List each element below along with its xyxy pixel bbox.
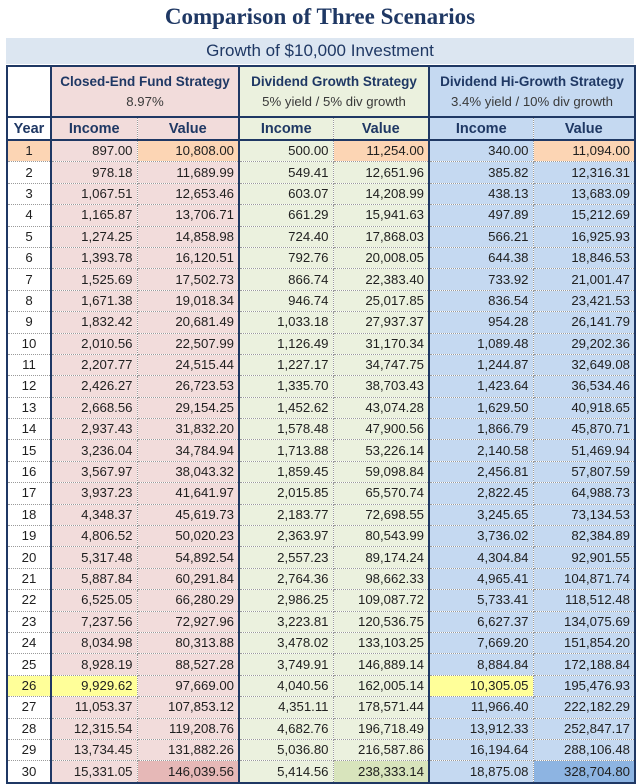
dhg-income-cell: 6,627.37 bbox=[429, 611, 533, 632]
cef-income-cell: 1,393.78 bbox=[51, 247, 137, 268]
dg-value-cell: 98,662.33 bbox=[333, 568, 429, 589]
year-cell: 18 bbox=[7, 504, 51, 525]
cef-income-cell: 2,207.77 bbox=[51, 354, 137, 375]
cef-value-cell: 88,527.28 bbox=[137, 654, 239, 675]
year-cell: 9 bbox=[7, 312, 51, 333]
dhg-value-cell: 134,075.69 bbox=[533, 611, 635, 632]
dhg-value-cell: 104,871.74 bbox=[533, 568, 635, 589]
dg-value-cell: 47,900.56 bbox=[333, 419, 429, 440]
dg-value-cell: 196,718.49 bbox=[333, 718, 429, 739]
strategy-detail: 8.97% bbox=[126, 93, 164, 109]
dg-value-cell: 109,087.72 bbox=[333, 590, 429, 611]
cef-income-cell: 15,331.05 bbox=[51, 761, 137, 783]
dg-income-cell: 4,351.11 bbox=[239, 697, 333, 718]
strategy-header-dividend-growth bbox=[239, 66, 429, 117]
dhg-income-cell: 954.28 bbox=[429, 312, 533, 333]
column-header-value: Value bbox=[137, 117, 239, 140]
dg-value-cell: 80,543.99 bbox=[333, 526, 429, 547]
table-row bbox=[7, 440, 635, 461]
page-title: Comparison of Three Scenarios bbox=[164, 4, 476, 29]
table-row bbox=[7, 632, 635, 653]
dhg-value-cell: 11,094.00 bbox=[533, 140, 635, 162]
dhg-income-cell: 1,423.64 bbox=[429, 376, 533, 397]
dhg-income-cell: 644.38 bbox=[429, 247, 533, 268]
dhg-value-cell: 151,854.20 bbox=[533, 632, 635, 653]
dg-income-cell: 1,033.18 bbox=[239, 312, 333, 333]
dg-value-cell: 38,703.43 bbox=[333, 376, 429, 397]
table-row bbox=[7, 739, 635, 760]
strategy-name: Closed-End Fund Strategy bbox=[60, 73, 230, 89]
table-row bbox=[7, 504, 635, 525]
strategy-name: Dividend Growth Strategy bbox=[251, 73, 417, 89]
dhg-income-cell: 2,456.81 bbox=[429, 461, 533, 482]
dg-value-cell: 146,889.14 bbox=[333, 654, 429, 675]
table-row bbox=[7, 654, 635, 675]
dg-value-cell: 59,098.84 bbox=[333, 461, 429, 482]
strategy-header-dividend-hi-growth bbox=[429, 66, 635, 117]
dg-value-cell: 43,074.28 bbox=[333, 397, 429, 418]
cef-value-cell: 20,681.49 bbox=[137, 312, 239, 333]
year-cell: 24 bbox=[7, 632, 51, 653]
table-subtitle: Growth of $10,000 Investment bbox=[6, 38, 634, 64]
dhg-value-cell: 15,212.69 bbox=[533, 205, 635, 226]
year-cell: 6 bbox=[7, 247, 51, 268]
cef-income-cell: 11,053.37 bbox=[51, 697, 137, 718]
year-cell: 30 bbox=[7, 761, 51, 783]
dhg-income-cell: 1,866.79 bbox=[429, 419, 533, 440]
table-row bbox=[7, 376, 635, 397]
table-body bbox=[7, 140, 635, 783]
dhg-income-cell: 1,089.48 bbox=[429, 333, 533, 354]
cef-income-cell: 12,315.54 bbox=[51, 718, 137, 739]
cef-value-cell: 131,882.26 bbox=[137, 739, 239, 760]
cef-income-cell: 1,067.51 bbox=[51, 183, 137, 204]
dhg-income-cell: 497.89 bbox=[429, 205, 533, 226]
year-cell: 29 bbox=[7, 739, 51, 760]
dhg-income-cell: 7,669.20 bbox=[429, 632, 533, 653]
year-cell: 8 bbox=[7, 290, 51, 311]
cef-income-cell: 4,806.52 bbox=[51, 526, 137, 547]
dg-value-cell: 12,651.96 bbox=[333, 162, 429, 183]
dg-value-cell: 17,868.03 bbox=[333, 226, 429, 247]
year-cell: 16 bbox=[7, 461, 51, 482]
cef-value-cell: 107,853.12 bbox=[137, 697, 239, 718]
table-row bbox=[7, 461, 635, 482]
table-row bbox=[7, 483, 635, 504]
dg-value-cell: 72,698.55 bbox=[333, 504, 429, 525]
cef-value-cell: 50,020.23 bbox=[137, 526, 239, 547]
year-cell: 10 bbox=[7, 333, 51, 354]
cef-value-cell: 11,689.99 bbox=[137, 162, 239, 183]
dhg-value-cell: 23,421.53 bbox=[533, 290, 635, 311]
year-cell: 21 bbox=[7, 568, 51, 589]
cef-value-cell: 97,669.00 bbox=[137, 675, 239, 696]
dg-value-cell: 238,333.14 bbox=[333, 761, 429, 783]
dhg-income-cell: 5,733.41 bbox=[429, 590, 533, 611]
dhg-value-cell: 328,704.80 bbox=[533, 761, 635, 783]
table-row bbox=[7, 205, 635, 226]
cef-value-cell: 119,208.76 bbox=[137, 718, 239, 739]
cef-value-cell: 13,706.71 bbox=[137, 205, 239, 226]
dhg-value-cell: 18,846.53 bbox=[533, 247, 635, 268]
year-cell: 15 bbox=[7, 440, 51, 461]
dhg-value-cell: 195,476.93 bbox=[533, 675, 635, 696]
dhg-income-cell: 4,965.41 bbox=[429, 568, 533, 589]
dg-income-cell: 3,478.02 bbox=[239, 632, 333, 653]
dhg-value-cell: 45,870.71 bbox=[533, 419, 635, 440]
dg-value-cell: 162,005.14 bbox=[333, 675, 429, 696]
cef-value-cell: 29,154.25 bbox=[137, 397, 239, 418]
cef-income-cell: 978.18 bbox=[51, 162, 137, 183]
year-cell: 28 bbox=[7, 718, 51, 739]
dhg-income-cell: 4,304.84 bbox=[429, 547, 533, 568]
cef-value-cell: 41,641.97 bbox=[137, 483, 239, 504]
dhg-value-cell: 73,134.53 bbox=[533, 504, 635, 525]
dhg-value-cell: 32,649.08 bbox=[533, 354, 635, 375]
cef-income-cell: 2,010.56 bbox=[51, 333, 137, 354]
dg-income-cell: 603.07 bbox=[239, 183, 333, 204]
dg-income-cell: 2,764.36 bbox=[239, 568, 333, 589]
dhg-income-cell: 1,244.87 bbox=[429, 354, 533, 375]
table-row bbox=[7, 697, 635, 718]
year-cell: 3 bbox=[7, 183, 51, 204]
year-cell: 5 bbox=[7, 226, 51, 247]
year-cell: 19 bbox=[7, 526, 51, 547]
dg-income-cell: 1,227.17 bbox=[239, 354, 333, 375]
dg-value-cell: 22,383.40 bbox=[333, 269, 429, 290]
strategy-header-closed-end bbox=[51, 66, 239, 117]
cef-value-cell: 72,927.96 bbox=[137, 611, 239, 632]
dg-income-cell: 2,986.25 bbox=[239, 590, 333, 611]
dg-income-cell: 1,335.70 bbox=[239, 376, 333, 397]
cef-value-cell: 10,808.00 bbox=[137, 140, 239, 162]
dg-value-cell: 133,103.25 bbox=[333, 632, 429, 653]
table-row bbox=[7, 333, 635, 354]
dhg-value-cell: 16,925.93 bbox=[533, 226, 635, 247]
strategy-name: Dividend Hi-Growth Strategy bbox=[440, 73, 624, 89]
cef-income-cell: 9,929.62 bbox=[51, 675, 137, 696]
dg-income-cell: 5,414.56 bbox=[239, 761, 333, 783]
year-cell: 13 bbox=[7, 397, 51, 418]
cef-value-cell: 12,653.46 bbox=[137, 183, 239, 204]
table-row bbox=[7, 397, 635, 418]
dhg-income-cell: 1,629.50 bbox=[429, 397, 533, 418]
dhg-income-cell: 340.00 bbox=[429, 140, 533, 162]
cef-value-cell: 146,039.56 bbox=[137, 761, 239, 783]
dg-income-cell: 1,713.88 bbox=[239, 440, 333, 461]
cef-income-cell: 8,034.98 bbox=[51, 632, 137, 653]
cef-value-cell: 14,858.98 bbox=[137, 226, 239, 247]
year-cell: 2 bbox=[7, 162, 51, 183]
cef-income-cell: 13,734.45 bbox=[51, 739, 137, 760]
dhg-income-cell: 3,736.02 bbox=[429, 526, 533, 547]
cef-income-cell: 1,525.69 bbox=[51, 269, 137, 290]
table-row bbox=[7, 419, 635, 440]
year-cell: 11 bbox=[7, 354, 51, 375]
cef-value-cell: 80,313.88 bbox=[137, 632, 239, 653]
dg-value-cell: 27,937.37 bbox=[333, 312, 429, 333]
cef-income-cell: 1,832.42 bbox=[51, 312, 137, 333]
cef-income-cell: 5,317.48 bbox=[51, 547, 137, 568]
dg-income-cell: 2,363.97 bbox=[239, 526, 333, 547]
cef-value-cell: 38,043.32 bbox=[137, 461, 239, 482]
dhg-value-cell: 57,807.59 bbox=[533, 461, 635, 482]
table-row bbox=[7, 568, 635, 589]
year-cell: 4 bbox=[7, 205, 51, 226]
cef-income-cell: 2,426.27 bbox=[51, 376, 137, 397]
table-row bbox=[7, 269, 635, 290]
dhg-value-cell: 40,918.65 bbox=[533, 397, 635, 418]
table-row bbox=[7, 718, 635, 739]
dg-value-cell: 14,208.99 bbox=[333, 183, 429, 204]
dg-value-cell: 89,174.24 bbox=[333, 547, 429, 568]
dg-income-cell: 549.41 bbox=[239, 162, 333, 183]
dhg-value-cell: 51,469.94 bbox=[533, 440, 635, 461]
cef-value-cell: 66,280.29 bbox=[137, 590, 239, 611]
column-header-income: Income bbox=[51, 117, 137, 140]
dhg-value-cell: 26,141.79 bbox=[533, 312, 635, 333]
dg-income-cell: 3,749.91 bbox=[239, 654, 333, 675]
dg-income-cell: 724.40 bbox=[239, 226, 333, 247]
dhg-income-cell: 566.21 bbox=[429, 226, 533, 247]
dg-value-cell: 120,536.75 bbox=[333, 611, 429, 632]
dg-income-cell: 946.74 bbox=[239, 290, 333, 311]
cef-value-cell: 19,018.34 bbox=[137, 290, 239, 311]
column-header-value: Value bbox=[533, 117, 635, 140]
table-row bbox=[7, 290, 635, 311]
dhg-income-cell: 2,140.58 bbox=[429, 440, 533, 461]
table-row bbox=[7, 547, 635, 568]
dg-income-cell: 866.74 bbox=[239, 269, 333, 290]
dhg-value-cell: 13,683.09 bbox=[533, 183, 635, 204]
cef-value-cell: 54,892.54 bbox=[137, 547, 239, 568]
dhg-income-cell: 3,245.65 bbox=[429, 504, 533, 525]
year-cell: 14 bbox=[7, 419, 51, 440]
cef-value-cell: 17,502.73 bbox=[137, 269, 239, 290]
dg-income-cell: 4,040.56 bbox=[239, 675, 333, 696]
dg-income-cell: 1,578.48 bbox=[239, 419, 333, 440]
dg-income-cell: 1,452.62 bbox=[239, 397, 333, 418]
dhg-value-cell: 12,316.31 bbox=[533, 162, 635, 183]
dg-income-cell: 1,126.49 bbox=[239, 333, 333, 354]
dhg-income-cell: 2,822.45 bbox=[429, 483, 533, 504]
dhg-income-cell: 11,966.40 bbox=[429, 697, 533, 718]
year-cell: 17 bbox=[7, 483, 51, 504]
cef-value-cell: 26,723.53 bbox=[137, 376, 239, 397]
dhg-value-cell: 82,384.89 bbox=[533, 526, 635, 547]
table-row bbox=[7, 162, 635, 183]
year-header-spacer bbox=[7, 66, 51, 117]
cef-income-cell: 3,937.23 bbox=[51, 483, 137, 504]
dg-value-cell: 34,747.75 bbox=[333, 354, 429, 375]
dhg-value-cell: 172,188.84 bbox=[533, 654, 635, 675]
dg-value-cell: 65,570.74 bbox=[333, 483, 429, 504]
dg-value-cell: 53,226.14 bbox=[333, 440, 429, 461]
table-row bbox=[7, 526, 635, 547]
dg-income-cell: 3,223.81 bbox=[239, 611, 333, 632]
cef-income-cell: 3,236.04 bbox=[51, 440, 137, 461]
comparison-table bbox=[6, 65, 636, 784]
cef-income-cell: 2,937.43 bbox=[51, 419, 137, 440]
table-row bbox=[7, 226, 635, 247]
year-cell: 23 bbox=[7, 611, 51, 632]
dg-value-cell: 11,254.00 bbox=[333, 140, 429, 162]
cef-value-cell: 22,507.99 bbox=[137, 333, 239, 354]
dhg-income-cell: 10,305.05 bbox=[429, 675, 533, 696]
year-cell: 12 bbox=[7, 376, 51, 397]
cef-income-cell: 3,567.97 bbox=[51, 461, 137, 482]
dhg-income-cell: 18,875.08 bbox=[429, 761, 533, 783]
dg-income-cell: 4,682.76 bbox=[239, 718, 333, 739]
column-header-income: Income bbox=[429, 117, 533, 140]
dhg-income-cell: 8,884.84 bbox=[429, 654, 533, 675]
dhg-value-cell: 21,001.47 bbox=[533, 269, 635, 290]
cef-value-cell: 16,120.51 bbox=[137, 247, 239, 268]
dhg-value-cell: 222,182.29 bbox=[533, 697, 635, 718]
cef-value-cell: 24,515.44 bbox=[137, 354, 239, 375]
table-row bbox=[7, 761, 635, 783]
table-row bbox=[7, 354, 635, 375]
table-row bbox=[7, 611, 635, 632]
table-row bbox=[7, 675, 635, 696]
dg-value-cell: 31,170.34 bbox=[333, 333, 429, 354]
year-cell: 22 bbox=[7, 590, 51, 611]
dhg-value-cell: 288,106.48 bbox=[533, 739, 635, 760]
table-row bbox=[7, 183, 635, 204]
cef-income-cell: 897.00 bbox=[51, 140, 137, 162]
dg-income-cell: 5,036.80 bbox=[239, 739, 333, 760]
dhg-income-cell: 733.92 bbox=[429, 269, 533, 290]
cef-income-cell: 4,348.37 bbox=[51, 504, 137, 525]
cef-income-cell: 7,237.56 bbox=[51, 611, 137, 632]
dhg-value-cell: 36,534.46 bbox=[533, 376, 635, 397]
cef-income-cell: 8,928.19 bbox=[51, 654, 137, 675]
dg-income-cell: 2,015.85 bbox=[239, 483, 333, 504]
dhg-income-cell: 385.82 bbox=[429, 162, 533, 183]
table-row bbox=[7, 247, 635, 268]
cef-income-cell: 5,887.84 bbox=[51, 568, 137, 589]
column-header-value: Value bbox=[333, 117, 429, 140]
dg-value-cell: 20,008.05 bbox=[333, 247, 429, 268]
dhg-income-cell: 836.54 bbox=[429, 290, 533, 311]
cef-income-cell: 2,668.56 bbox=[51, 397, 137, 418]
strategy-detail: 5% yield / 5% div growth bbox=[262, 93, 406, 109]
dg-income-cell: 2,183.77 bbox=[239, 504, 333, 525]
cef-value-cell: 31,832.20 bbox=[137, 419, 239, 440]
dhg-value-cell: 118,512.48 bbox=[533, 590, 635, 611]
table-row bbox=[7, 590, 635, 611]
cef-value-cell: 45,619.73 bbox=[137, 504, 239, 525]
year-cell: 20 bbox=[7, 547, 51, 568]
dhg-value-cell: 29,202.36 bbox=[533, 333, 635, 354]
year-cell: 7 bbox=[7, 269, 51, 290]
table-row bbox=[7, 312, 635, 333]
dhg-value-cell: 64,988.73 bbox=[533, 483, 635, 504]
dg-value-cell: 15,941.63 bbox=[333, 205, 429, 226]
cef-income-cell: 1,274.25 bbox=[51, 226, 137, 247]
cef-value-cell: 34,784.94 bbox=[137, 440, 239, 461]
cef-income-cell: 1,165.87 bbox=[51, 205, 137, 226]
dhg-value-cell: 92,901.55 bbox=[533, 547, 635, 568]
cef-value-cell: 60,291.84 bbox=[137, 568, 239, 589]
column-header-income: Income bbox=[239, 117, 333, 140]
dg-income-cell: 500.00 bbox=[239, 140, 333, 162]
dg-income-cell: 1,859.45 bbox=[239, 461, 333, 482]
cef-income-cell: 1,671.38 bbox=[51, 290, 137, 311]
column-header-year: Year bbox=[7, 117, 51, 140]
year-cell: 1 bbox=[7, 140, 51, 162]
dg-value-cell: 25,017.85 bbox=[333, 290, 429, 311]
table-row bbox=[7, 140, 635, 162]
dg-income-cell: 2,557.23 bbox=[239, 547, 333, 568]
dhg-income-cell: 438.13 bbox=[429, 183, 533, 204]
dg-value-cell: 178,571.44 bbox=[333, 697, 429, 718]
dhg-income-cell: 13,912.33 bbox=[429, 718, 533, 739]
strategy-detail: 3.4% yield / 10% div growth bbox=[451, 93, 614, 109]
year-cell: 26 bbox=[7, 675, 51, 696]
dhg-value-cell: 252,847.17 bbox=[533, 718, 635, 739]
year-cell: 25 bbox=[7, 654, 51, 675]
cef-income-cell: 6,525.05 bbox=[51, 590, 137, 611]
year-cell: 27 bbox=[7, 697, 51, 718]
dg-value-cell: 216,587.86 bbox=[333, 739, 429, 760]
dg-income-cell: 661.29 bbox=[239, 205, 333, 226]
dg-income-cell: 792.76 bbox=[239, 247, 333, 268]
dhg-income-cell: 16,194.64 bbox=[429, 739, 533, 760]
